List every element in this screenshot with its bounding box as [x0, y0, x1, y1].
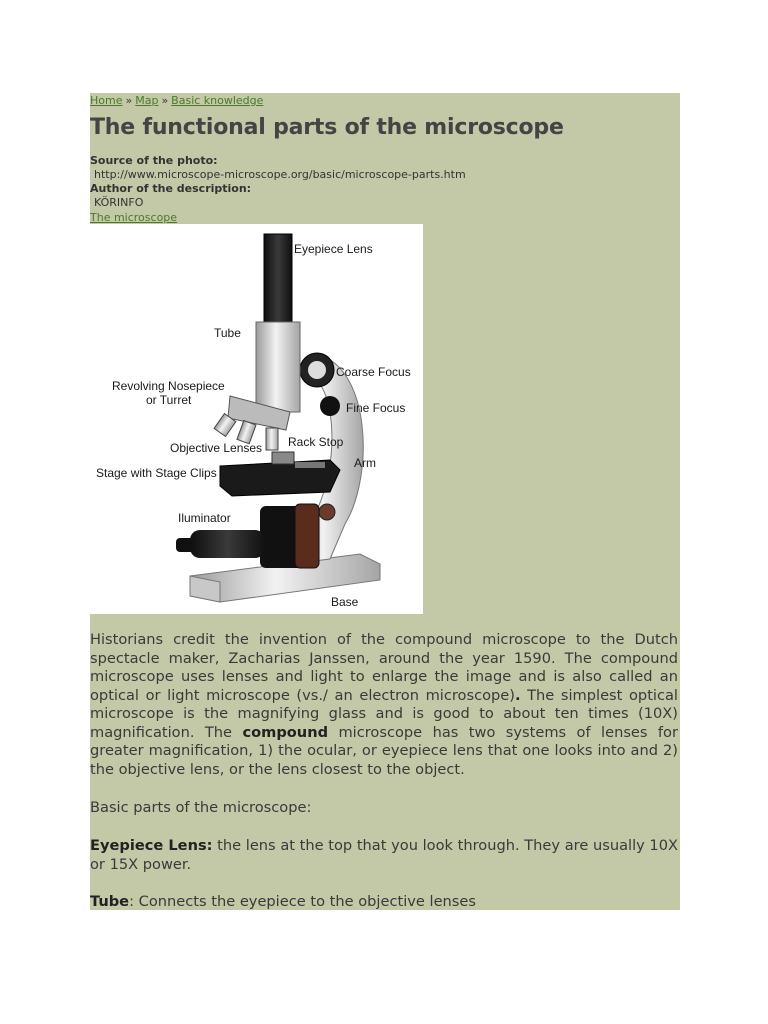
microscope-image-link[interactable]: The microscope	[90, 211, 178, 224]
label-turret: or Turret	[146, 393, 192, 407]
source-label: Source of the photo:	[90, 154, 218, 167]
microscope-diagram	[90, 224, 423, 614]
tube-text: : Connects the eyepiece to the objective lenses	[129, 893, 476, 910]
label-fine-focus: Fine Focus	[346, 401, 406, 415]
label-tube: Tube	[214, 326, 241, 340]
author-name: KÖRINFO	[94, 196, 144, 209]
label-objective-lenses: Objective Lenses	[170, 441, 263, 455]
label-revolving-nosepiece: Revolving Nosepiece	[112, 379, 225, 393]
label-base: Base	[331, 595, 359, 609]
intro-paragraph	[90, 631, 678, 779]
basic-parts-heading: Basic parts of the microscope:	[90, 799, 312, 816]
microscope-illustration	[90, 224, 423, 614]
intro-text-1: Historians credit the invention of the compound microscope to the Dutch spectacle maker, Zacharias Janssen, around the year 1590. The compound microscope uses lenses and light to enlarge the image and is also called an optical or light microscope (vs./ an electron microscope)	[90, 631, 678, 704]
label-stage-with-stage-clips: Stage with Stage Clips	[96, 466, 217, 480]
eyepiece-term: Eyepiece Lens:	[90, 837, 213, 854]
intro-period: .	[514, 686, 521, 704]
label-coarse-focus: Coarse Focus	[336, 365, 411, 379]
breadcrumb-basic-knowledge-link[interactable]: Basic knowledge	[171, 94, 264, 107]
tube-term: Tube	[90, 893, 130, 910]
tube-definition	[90, 893, 678, 910]
source-block	[90, 154, 218, 168]
breadcrumb-separator: »	[161, 94, 169, 107]
label-eyepiece-lens: Eyepiece Lens	[294, 242, 373, 256]
content-panel	[90, 93, 680, 910]
breadcrumb-separator: »	[125, 94, 133, 107]
source-url: http://www.microscope-microscope.org/basic/microscope-parts.htm	[94, 168, 466, 181]
label-illuminator: Iluminator	[178, 511, 231, 525]
author-block	[90, 182, 251, 196]
eyepiece-definition	[90, 837, 678, 874]
author-label: Author of the description:	[90, 182, 252, 195]
intro-text-2: The simplest optical microscope is the magnifying glass and is good to about ten times (10X) magnification. The	[90, 686, 678, 741]
breadcrumb-home-link[interactable]: Home	[90, 94, 123, 107]
intro-text-3: microscope has two systems of lenses for greater magnification, 1) the ocular, or eyepiece lens that one looks into and 2) the objective lens, or the lens closest to the object.	[90, 723, 678, 778]
breadcrumb-map-link[interactable]: Map	[135, 94, 159, 107]
eyepiece-text: the lens at the top that you look through. They are usually 10X or 15X power.	[90, 837, 678, 873]
intro-bold-compound: compound	[242, 723, 329, 741]
page-title: The functional parts of the microscope	[90, 115, 564, 140]
breadcrumb	[90, 94, 263, 107]
label-arm: Arm	[354, 456, 376, 470]
label-rack-stop: Rack Stop	[288, 435, 344, 449]
